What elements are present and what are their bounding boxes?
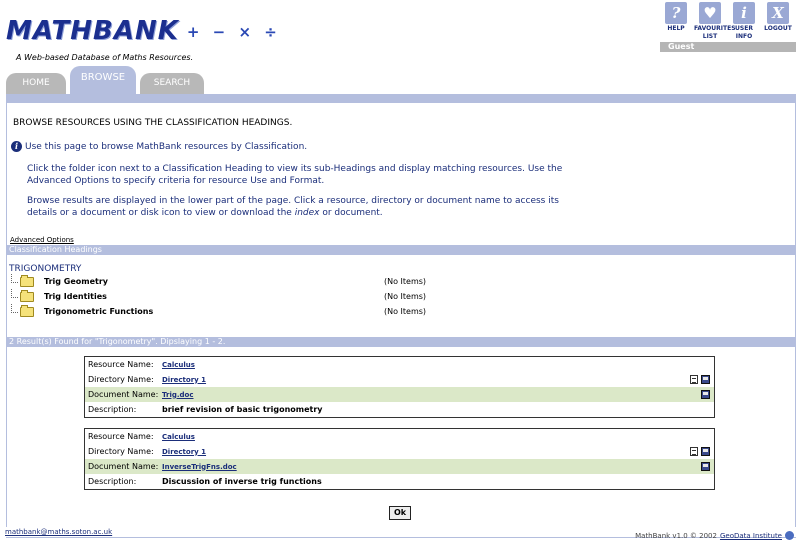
instructions-text: Browse results are displayed in the lower part of the page. Click a resource, directory or document name to access its details or a document or disk icon to view or download the	[27, 196, 559, 218]
user-label: USER	[735, 25, 753, 32]
instructions-paragraph-2	[27, 195, 587, 219]
document-actions	[701, 462, 710, 471]
help-icon: ?	[665, 2, 687, 24]
help-button[interactable]	[660, 2, 692, 42]
document-actions	[701, 390, 710, 399]
info-text: Use this page to browse MathBank resources by Classification.	[25, 141, 308, 152]
tree-connector	[11, 304, 18, 313]
tab-bar	[6, 94, 796, 103]
classification-root[interactable]: TRIGONOMETRY	[9, 264, 82, 274]
tree-item-count: (No Items)	[384, 307, 427, 316]
description-text: Discussion of inverse trig functions	[162, 477, 322, 486]
instructions-text-end: or document.	[319, 208, 383, 218]
folder-icon[interactable]	[20, 277, 34, 287]
document-link[interactable]: InverseTrigFns.doc	[162, 462, 237, 471]
tab-browse[interactable]: BROWSE	[70, 66, 136, 94]
info-label: INFO	[735, 33, 753, 40]
result-card	[84, 428, 715, 490]
directory-label: Directory Name:	[88, 375, 154, 384]
directory-actions	[690, 375, 710, 384]
logo-text: MATHBANK	[6, 16, 179, 46]
description-row	[85, 474, 714, 489]
resource-row	[85, 429, 714, 444]
folder-icon[interactable]	[20, 292, 34, 302]
logout-icon: X	[767, 2, 789, 24]
instructions-paragraph-1: Click the folder icon next to a Classification Heading to view its sub-Headings and display matching resources. Use the Advanced Options to specify criteria for resource Use and Format.	[27, 164, 563, 186]
tab-home[interactable]: HOME	[6, 73, 66, 94]
result-card	[84, 356, 715, 418]
tree-item	[11, 304, 451, 319]
document-row	[85, 459, 714, 474]
resource-label: Resource Name:	[88, 432, 154, 441]
directory-row	[85, 372, 714, 387]
tree-item-count: (No Items)	[384, 277, 427, 286]
user-status: Guest	[660, 42, 796, 52]
page-heading: BROWSE RESOURCES USING THE CLASSIFICATION HEADINGS.	[13, 118, 293, 128]
tree-item-name[interactable]: Trig Geometry	[44, 277, 109, 286]
document-icon[interactable]	[690, 447, 698, 456]
tree-connector	[11, 274, 18, 283]
document-label: Document Name:	[88, 462, 159, 471]
user-info-button[interactable]	[728, 2, 760, 42]
tree-item-count: (No Items)	[384, 292, 427, 301]
logo-operators: + − × ÷	[186, 23, 281, 41]
disk-icon[interactable]	[701, 390, 710, 399]
tree-item	[11, 289, 451, 304]
resource-label: Resource Name:	[88, 360, 154, 369]
classification-headings-bar: Classification Headings	[6, 245, 796, 255]
description-row	[85, 402, 714, 417]
geodata-logo-icon	[785, 531, 794, 540]
info-row	[11, 141, 307, 152]
logout-label: LOGOUT	[764, 25, 792, 32]
top-navigation	[660, 2, 796, 42]
document-icon[interactable]	[690, 375, 698, 384]
results-summary-bar: 2 Result(s) Found for "Trigonometry". Dipslaying 1 - 2.	[6, 337, 796, 347]
favourites-list-button[interactable]	[694, 2, 736, 42]
directory-link[interactable]: Directory 1	[162, 447, 207, 456]
document-label: Document Name:	[88, 390, 159, 399]
disk-icon[interactable]	[701, 447, 710, 456]
disk-icon[interactable]	[701, 462, 710, 471]
tree-connector	[11, 289, 18, 298]
list-label: LIST	[702, 33, 718, 40]
tree-item-name[interactable]: Trigonometric Functions	[44, 307, 154, 316]
tree-item-name[interactable]: Trig Identities	[44, 292, 107, 301]
directory-label: Directory Name:	[88, 447, 154, 456]
document-link[interactable]: Trig.doc	[162, 390, 194, 399]
resource-link[interactable]: Calculus	[162, 432, 195, 441]
directory-actions	[690, 447, 710, 456]
tree-item	[11, 274, 451, 289]
instructions-emphasis: index	[294, 208, 320, 218]
tab-search[interactable]: SEARCH	[140, 73, 204, 94]
classification-tree	[11, 274, 451, 319]
resource-link[interactable]: Calculus	[162, 360, 195, 369]
geodata-link[interactable]: GeoData Institute	[719, 531, 782, 540]
logout-button[interactable]	[762, 2, 794, 42]
favourites-label: FAVOURITES	[694, 25, 736, 32]
description-label: Description:	[88, 477, 137, 486]
mathbank-logo	[6, 6, 281, 46]
info-icon: i	[11, 141, 22, 152]
footer-email-link[interactable]: mathbank@maths.soton.ac.uk	[5, 528, 113, 536]
disk-icon[interactable]	[701, 375, 710, 384]
help-label: HELP	[667, 25, 685, 32]
footer-version: MathBank v1.0 © 2002	[635, 531, 717, 540]
advanced-options-link[interactable]: Advanced Options	[10, 236, 74, 244]
resource-row	[85, 357, 714, 372]
heart-icon: ♥	[699, 2, 721, 24]
info-icon: i	[733, 2, 755, 24]
footer-credits	[635, 531, 794, 540]
description-text: brief revision of basic trigonometry	[162, 405, 323, 414]
tagline: A Web-based Database of Maths Resources.	[16, 53, 194, 62]
document-row	[85, 387, 714, 402]
ok-button[interactable]: Ok	[389, 506, 411, 520]
description-label: Description:	[88, 405, 137, 414]
directory-row	[85, 444, 714, 459]
directory-link[interactable]: Directory 1	[162, 375, 207, 384]
folder-icon[interactable]	[20, 307, 34, 317]
